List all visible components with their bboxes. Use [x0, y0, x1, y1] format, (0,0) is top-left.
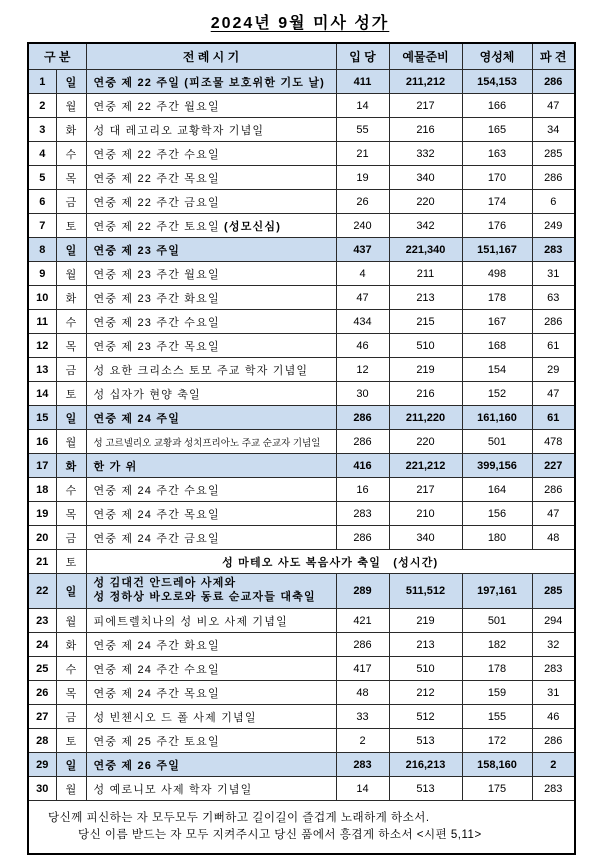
cell-weekday: 월: [56, 609, 86, 633]
cell-offertory: 220: [389, 430, 462, 454]
cell-entrance: 30: [336, 382, 389, 406]
table-row: [28, 214, 575, 238]
cell-communion: 158,160: [462, 753, 532, 777]
cell-liturgy: [86, 286, 336, 310]
table-row: [28, 382, 575, 406]
liturgy-text: 연중 제 23 주일: [93, 244, 181, 257]
cell-day-number: 6: [28, 190, 56, 214]
cell-weekday: 토: [56, 550, 86, 574]
cell-offertory: 510: [389, 334, 462, 358]
cell-day-number: 3: [28, 118, 56, 142]
cell-offertory: 512: [389, 705, 462, 729]
cell-weekday: 화: [56, 633, 86, 657]
cell-day-number: 2: [28, 94, 56, 118]
cell-liturgy: [86, 454, 336, 478]
table-body: [28, 70, 575, 801]
table-row: [28, 190, 575, 214]
cell-weekday: 월: [56, 430, 86, 454]
cell-entrance: 2: [336, 729, 389, 753]
cell-dismissal: 48: [532, 526, 575, 550]
cell-liturgy: [86, 657, 336, 681]
cell-communion: 501: [462, 430, 532, 454]
cell-dismissal: 285: [532, 142, 575, 166]
liturgy-text: 연중 제 23 주간 화요일: [93, 292, 220, 305]
cell-offertory: 213: [389, 286, 462, 310]
liturgy-text: 연중 제 23 주간 월요일: [93, 268, 220, 281]
cell-offertory: 211,212: [389, 70, 462, 94]
cell-communion: 197,161: [462, 574, 532, 609]
cell-communion: 175: [462, 777, 532, 801]
liturgy-text: 성 고르넬리오 교황과 성치프리아노 주교 순교자 기념일: [93, 437, 321, 449]
cell-dismissal: 285: [532, 574, 575, 609]
table-row: [28, 454, 575, 478]
cell-day-number: 14: [28, 382, 56, 406]
liturgy-text: 연중 제 24 주간 목요일: [93, 508, 220, 521]
liturgy-text: 연중 제 24 주일: [93, 412, 181, 425]
cell-day-number: 24: [28, 633, 56, 657]
cell-day-number: 13: [28, 358, 56, 382]
cell-entrance: 48: [336, 681, 389, 705]
table-row: [28, 430, 575, 454]
liturgy-text: 연중 제 22 주간 토요일: [93, 220, 220, 233]
cell-weekday: 수: [56, 142, 86, 166]
cell-entrance: 19: [336, 166, 389, 190]
cell-liturgy: [86, 609, 336, 633]
cell-communion: 182: [462, 633, 532, 657]
cell-offertory: 216: [389, 382, 462, 406]
cell-entrance: 286: [336, 633, 389, 657]
liturgy-text: 연중 제 24 주간 금요일: [93, 532, 220, 545]
cell-offertory: 340: [389, 526, 462, 550]
cell-communion: 176: [462, 214, 532, 238]
cell-day-number: 19: [28, 502, 56, 526]
cell-communion: 165: [462, 118, 532, 142]
cell-liturgy: [86, 382, 336, 406]
cell-entrance: 4: [336, 262, 389, 286]
header-communion: 영성체: [462, 43, 532, 70]
liturgy-line-2: 성 정하상 바오로와 동료 순교자들 대축일: [93, 591, 316, 603]
cell-weekday: 일: [56, 574, 86, 609]
cell-liturgy: [86, 406, 336, 430]
cell-day-number: 18: [28, 478, 56, 502]
cell-entrance: 46: [336, 334, 389, 358]
cell-liturgy: [86, 502, 336, 526]
cell-liturgy: [86, 574, 336, 609]
header-entrance: 입 당: [336, 43, 389, 70]
cell-day-number: 22: [28, 574, 56, 609]
cell-day-number: 11: [28, 310, 56, 334]
cell-entrance: 437: [336, 238, 389, 262]
liturgy-text: 성 대 레고리오 교황학자 기념일: [93, 124, 265, 137]
cell-dismissal: 31: [532, 681, 575, 705]
cell-feast-span: 성 마테오 사도 복음사가 축일 (성시간): [86, 550, 575, 574]
cell-day-number: 20: [28, 526, 56, 550]
cell-weekday: 일: [56, 70, 86, 94]
cell-entrance: 434: [336, 310, 389, 334]
cell-entrance: 283: [336, 502, 389, 526]
cell-communion: 161,160: [462, 406, 532, 430]
liturgy-text: 연중 제 24 주간 수요일: [93, 663, 220, 676]
cell-offertory: 217: [389, 94, 462, 118]
cell-communion: 180: [462, 526, 532, 550]
cell-entrance: 283: [336, 753, 389, 777]
cell-dismissal: 31: [532, 262, 575, 286]
cell-weekday: 일: [56, 753, 86, 777]
cell-day-number: 27: [28, 705, 56, 729]
cell-liturgy: [86, 753, 336, 777]
cell-communion: 501: [462, 609, 532, 633]
liturgy-text: 연중 제 22 주간 월요일: [93, 100, 220, 113]
cell-entrance: 14: [336, 94, 389, 118]
cell-offertory: 342: [389, 214, 462, 238]
table-row: [28, 609, 575, 633]
cell-offertory: 220: [389, 190, 462, 214]
cell-communion: 154: [462, 358, 532, 382]
cell-communion: 154,153: [462, 70, 532, 94]
cell-dismissal: 61: [532, 406, 575, 430]
liturgy-text: 피에트렐치나의 성 비오 사제 기념일: [93, 615, 288, 628]
cell-day-number: 23: [28, 609, 56, 633]
cell-liturgy: [86, 777, 336, 801]
cell-dismissal: 478: [532, 430, 575, 454]
cell-weekday: 월: [56, 262, 86, 286]
cell-day-number: 12: [28, 334, 56, 358]
liturgy-text: 연중 제 23 주간 목요일: [93, 340, 220, 353]
cell-dismissal: 286: [532, 478, 575, 502]
cell-offertory: 216: [389, 118, 462, 142]
cell-day-number: 8: [28, 238, 56, 262]
cell-dismissal: 286: [532, 310, 575, 334]
table-row: [28, 70, 575, 94]
page-title-text: 2024년 9월 미사 성가: [210, 15, 390, 32]
cell-offertory: 219: [389, 358, 462, 382]
liturgy-text: 성 요한 크리소스 토모 주교 학자 기념일: [93, 364, 309, 377]
cell-dismissal: 34: [532, 118, 575, 142]
cell-liturgy: [86, 478, 336, 502]
cell-entrance: 12: [336, 358, 389, 382]
liturgy-text: 연중 제 22 주간 수요일: [93, 148, 220, 161]
cell-entrance: 33: [336, 705, 389, 729]
cell-offertory: 213: [389, 633, 462, 657]
cell-weekday: 토: [56, 729, 86, 753]
cell-communion: 163: [462, 142, 532, 166]
cell-weekday: 수: [56, 310, 86, 334]
cell-weekday: 수: [56, 478, 86, 502]
cell-weekday: 화: [56, 118, 86, 142]
liturgy-text: 성 십자가 현양 축일: [93, 388, 201, 401]
cell-communion: 159: [462, 681, 532, 705]
table-row: [28, 142, 575, 166]
cell-entrance: 416: [336, 454, 389, 478]
cell-dismissal: 286: [532, 729, 575, 753]
cell-day-number: 25: [28, 657, 56, 681]
cell-entrance: 26: [336, 190, 389, 214]
table-row: [28, 310, 575, 334]
cell-offertory: 210: [389, 502, 462, 526]
liturgy-note: (성모신심): [224, 220, 282, 233]
cell-offertory: 212: [389, 681, 462, 705]
cell-liturgy: [86, 214, 336, 238]
liturgy-text: 연중 제 25 주간 토요일: [93, 735, 220, 748]
cell-entrance: 21: [336, 142, 389, 166]
table-row: [28, 550, 575, 574]
cell-dismissal: 294: [532, 609, 575, 633]
cell-entrance: 16: [336, 478, 389, 502]
table-row: [28, 478, 575, 502]
cell-weekday: 토: [56, 214, 86, 238]
liturgy-text: 성 예로니모 사제 학자 기념일: [93, 783, 253, 796]
cell-offertory: 340: [389, 166, 462, 190]
cell-weekday: 금: [56, 190, 86, 214]
cell-weekday: 목: [56, 334, 86, 358]
cell-offertory: 513: [389, 777, 462, 801]
table-row: [28, 262, 575, 286]
header-dismissal: 파 견: [532, 43, 575, 70]
cell-entrance: 286: [336, 430, 389, 454]
cell-weekday: 금: [56, 358, 86, 382]
cell-entrance: 417: [336, 657, 389, 681]
header-row: [28, 43, 575, 70]
liturgy-text: 성 빈첸시오 드 폴 사제 기념일: [93, 711, 257, 724]
cell-liturgy: [86, 430, 336, 454]
header-offertory: 예물준비: [389, 43, 462, 70]
cell-communion: 178: [462, 657, 532, 681]
cell-weekday: 일: [56, 406, 86, 430]
cell-day-number: 26: [28, 681, 56, 705]
cell-liturgy: [86, 238, 336, 262]
cell-communion: 170: [462, 166, 532, 190]
cell-day-number: 29: [28, 753, 56, 777]
liturgy-text: 연중 제 24 주간 화요일: [93, 639, 220, 652]
cell-day-number: 16: [28, 430, 56, 454]
cell-day-number: 7: [28, 214, 56, 238]
cell-day-number: 17: [28, 454, 56, 478]
cell-day-number: 5: [28, 166, 56, 190]
cell-communion: 174: [462, 190, 532, 214]
cell-weekday: 수: [56, 657, 86, 681]
cell-day-number: 15: [28, 406, 56, 430]
liturgy-text: 연중 제 24 주간 목요일: [93, 687, 220, 700]
cell-dismissal: 47: [532, 382, 575, 406]
cell-offertory: 510: [389, 657, 462, 681]
cell-communion: 167: [462, 310, 532, 334]
table-row: [28, 633, 575, 657]
table-row: [28, 406, 575, 430]
cell-entrance: 286: [336, 526, 389, 550]
cell-communion: 168: [462, 334, 532, 358]
cell-communion: 151,167: [462, 238, 532, 262]
cell-dismissal: 47: [532, 502, 575, 526]
cell-weekday: 토: [56, 382, 86, 406]
cell-weekday: 일: [56, 238, 86, 262]
cell-liturgy: [86, 190, 336, 214]
cell-liturgy: [86, 118, 336, 142]
cell-liturgy: [86, 681, 336, 705]
cell-weekday: 화: [56, 454, 86, 478]
cell-communion: 498: [462, 262, 532, 286]
cell-entrance: 286: [336, 406, 389, 430]
cell-communion: 152: [462, 382, 532, 406]
footer-line-2: 당신 이름 받드는 자 모두 지켜주시고 당신 품에서 흥겹게 하소서 <시편 5,11>: [78, 829, 482, 841]
schedule-table: [27, 42, 576, 855]
cell-dismissal: 32: [532, 633, 575, 657]
header-liturgy: 전 례 시 기: [86, 43, 336, 70]
cell-weekday: 금: [56, 526, 86, 550]
cell-liturgy: [86, 94, 336, 118]
cell-liturgy: [86, 310, 336, 334]
cell-offertory: 217: [389, 478, 462, 502]
table-row: [28, 118, 575, 142]
table-row: [28, 705, 575, 729]
cell-communion: 172: [462, 729, 532, 753]
cell-liturgy: [86, 729, 336, 753]
liturgy-text: 한 가 위: [93, 460, 138, 473]
table-row: [28, 729, 575, 753]
cell-weekday: 월: [56, 94, 86, 118]
table-row: [28, 777, 575, 801]
cell-liturgy: [86, 705, 336, 729]
cell-liturgy: [86, 633, 336, 657]
cell-dismissal: 249: [532, 214, 575, 238]
footer-line-1: 당신께 피신하는 자 모두모두 기뻐하고 길이길이 즐겁게 노래하게 하소서.: [48, 811, 430, 824]
liturgy-text: 연중 제 22 주일 (피조물 보호위한 기도 날): [93, 76, 326, 89]
cell-offertory: 513: [389, 729, 462, 753]
cell-offertory: 332: [389, 142, 462, 166]
cell-offertory: 216,213: [389, 753, 462, 777]
page-title: [0, 10, 600, 33]
table-row: [28, 238, 575, 262]
cell-communion: 155: [462, 705, 532, 729]
cell-offertory: 215: [389, 310, 462, 334]
cell-weekday: 월: [56, 777, 86, 801]
cell-weekday: 목: [56, 166, 86, 190]
cell-communion: 156: [462, 502, 532, 526]
cell-day-number: 21: [28, 550, 56, 574]
liturgy-text: 연중 제 23 주간 수요일: [93, 316, 220, 329]
liturgy-text: 연중 제 24 주간 수요일: [93, 484, 220, 497]
table-row: [28, 657, 575, 681]
cell-day-number: 10: [28, 286, 56, 310]
cell-offertory: 211,220: [389, 406, 462, 430]
table-row: [28, 526, 575, 550]
cell-offertory: 221,340: [389, 238, 462, 262]
table-row: [28, 334, 575, 358]
table-row: [28, 358, 575, 382]
cell-liturgy: [86, 526, 336, 550]
cell-day-number: 30: [28, 777, 56, 801]
cell-dismissal: 29: [532, 358, 575, 382]
cell-entrance: 421: [336, 609, 389, 633]
cell-entrance: 47: [336, 286, 389, 310]
footer-cell: [28, 801, 575, 855]
cell-entrance: 289: [336, 574, 389, 609]
cell-entrance: 240: [336, 214, 389, 238]
cell-dismissal: 47: [532, 94, 575, 118]
cell-dismissal: 283: [532, 238, 575, 262]
liturgy-text: 연중 제 22 주간 목요일: [93, 172, 220, 185]
cell-offertory: 511,512: [389, 574, 462, 609]
cell-dismissal: 227: [532, 454, 575, 478]
cell-dismissal: 63: [532, 286, 575, 310]
cell-liturgy: [86, 166, 336, 190]
cell-day-number: 1: [28, 70, 56, 94]
table-row: [28, 502, 575, 526]
cell-weekday: 목: [56, 502, 86, 526]
liturgy-line-1: 성 김대건 안드레아 사제와: [93, 577, 237, 590]
cell-liturgy: [86, 262, 336, 286]
cell-liturgy: [86, 142, 336, 166]
footer-row: [28, 801, 575, 855]
table-row: [28, 166, 575, 190]
liturgy-text: 연중 제 26 주일: [93, 759, 181, 772]
table-row: [28, 574, 575, 609]
cell-weekday: 금: [56, 705, 86, 729]
table-row: [28, 94, 575, 118]
cell-communion: 178: [462, 286, 532, 310]
cell-communion: 164: [462, 478, 532, 502]
table-row: [28, 286, 575, 310]
cell-dismissal: 286: [532, 70, 575, 94]
cell-dismissal: 2: [532, 753, 575, 777]
cell-offertory: 219: [389, 609, 462, 633]
cell-day-number: 9: [28, 262, 56, 286]
cell-weekday: 목: [56, 681, 86, 705]
table-row: [28, 753, 575, 777]
cell-offertory: 221,212: [389, 454, 462, 478]
cell-day-number: 4: [28, 142, 56, 166]
cell-communion: 166: [462, 94, 532, 118]
cell-dismissal: 46: [532, 705, 575, 729]
cell-dismissal: 6: [532, 190, 575, 214]
header-gubun: 구 분: [28, 43, 86, 70]
cell-offertory: 211: [389, 262, 462, 286]
cell-dismissal: 283: [532, 657, 575, 681]
cell-day-number: 28: [28, 729, 56, 753]
cell-liturgy: [86, 334, 336, 358]
cell-dismissal: 283: [532, 777, 575, 801]
cell-liturgy: [86, 358, 336, 382]
cell-liturgy: [86, 70, 336, 94]
liturgy-text: 연중 제 22 주간 금요일: [93, 196, 220, 209]
cell-weekday: 화: [56, 286, 86, 310]
cell-dismissal: 286: [532, 166, 575, 190]
cell-entrance: 14: [336, 777, 389, 801]
cell-communion: 399,156: [462, 454, 532, 478]
cell-dismissal: 61: [532, 334, 575, 358]
table-row: [28, 681, 575, 705]
cell-entrance: 55: [336, 118, 389, 142]
cell-entrance: 411: [336, 70, 389, 94]
